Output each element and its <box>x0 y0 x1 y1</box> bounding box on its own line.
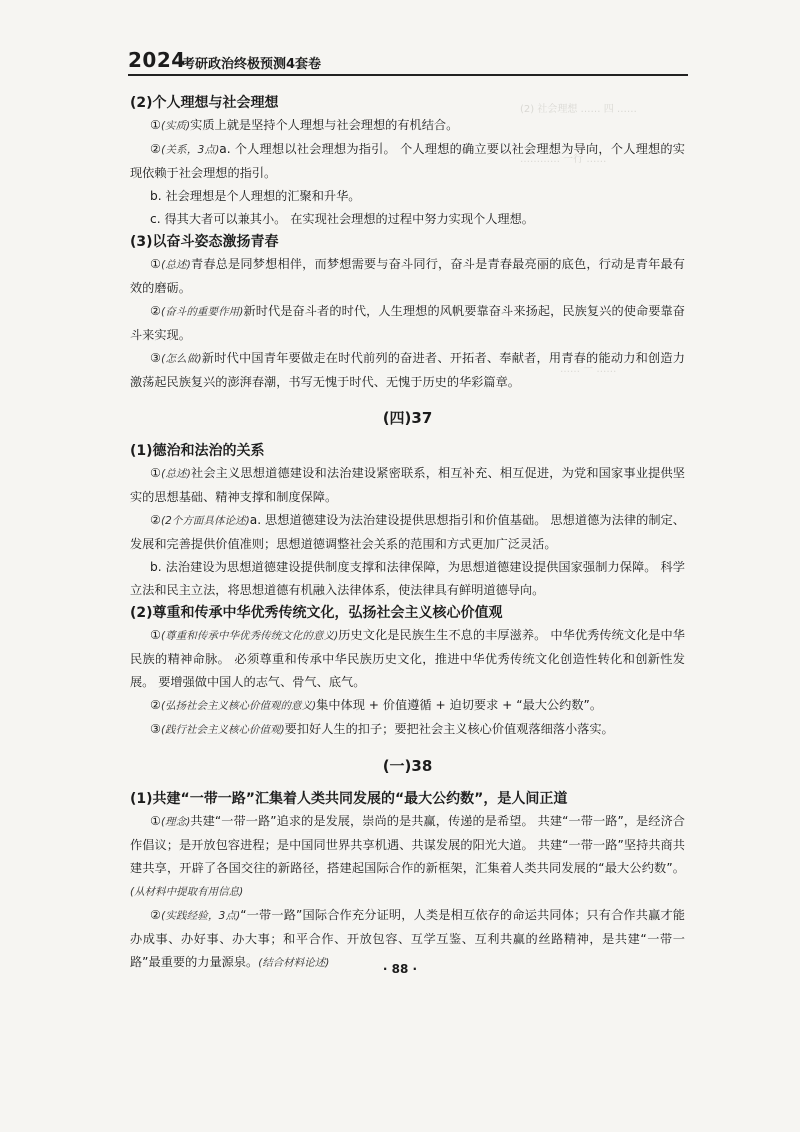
paragraph: ①(总述)青春总是同梦想相伴，而梦想需要与奋斗同行，奋斗是青春最亮丽的底色，行动是青年最有效的磨砺。 <box>130 257 685 295</box>
annotation-note: (奋斗的重要作用) <box>161 306 244 318</box>
heading-belt-and-road: (1)共建“一带一路”汇集着人类共同发展的“最大公约数”，是人间正道 <box>130 791 568 807</box>
heading-traditional-culture: (2)尊重和传承中华优秀传统文化，弘扬社会主义核心价值观 <box>130 605 503 621</box>
paragraph: ①(尊重和传承中华优秀传统文化的意义)历史文化是民族生生不息的丰厚滋养。 中华优秀传统文化是中华民族的精神命脉。 必须尊重和传承中华民族历史文化，推进中华优秀传统文化创造性转化和创新性发展。 要增强做中国人的志气、骨气、底气。 <box>130 628 685 689</box>
annotation-note: (尊重和传承中华优秀传统文化的意义) <box>160 630 339 642</box>
paragraph: ②(2个方面具体论述)a. 思想道德建设为法治建设提供思想指引和价值基础。 思想道德为法律的制定、发展和完善提供价值准则；思想道德调整社会关系的范围和方式更加广泛灵活。 <box>130 513 685 551</box>
bleed-through-text: ………… 一行 …… <box>520 154 607 165</box>
annotation-note: (实质) <box>160 120 191 132</box>
paragraph: ②(实践经验，3点)“一带一路”国际合作充分证明，人类是相互依存的命运共同体；只有合作共赢才能办成事、办好事、办大事；和平合作、开放包容、互学互鉴、互利共赢的丝路精神，是共建“一带一路”最重要的力量源泉。(结合材料论述) <box>130 908 685 969</box>
heading-youth-struggle: (3)以奋斗姿态激扬青春 <box>130 234 279 250</box>
paragraph: ②(弘扬社会主义核心价值观的意义)集中体现 + 价值遵循 + 迫切要求 + “最大公约数”。 <box>150 698 603 712</box>
page-header <box>128 46 688 76</box>
page-number: · 88 · <box>382 962 418 976</box>
annotation-note: (总述) <box>161 468 191 480</box>
paragraph: ③(怎么做)新时代中国青年要做走在时代前列的奋进者、开拓者、奉献者，用青春的能动力和创造力激荡起民族复兴的澎湃春潮，书写无愧于时代、无愧于历史的华彩篇章。 <box>130 351 685 389</box>
annotation-note: (弘扬社会主义核心价值观的意义) <box>160 700 317 712</box>
heading-morality-law: (1)德治和法治的关系 <box>130 443 265 459</box>
page-content <box>130 92 685 975</box>
annotation-note: (2个方面具体论述) <box>160 515 250 527</box>
section-title-four: (四)37 <box>382 409 433 427</box>
annotation-note: (实践经验，3点) <box>161 910 241 922</box>
header-title: 考研政治终极预测4套卷 <box>182 57 322 72</box>
paragraph: ①(理念)共建“一带一路”追求的是发展，崇尚的是共赢，传递的是希望。 共建“一带一路”，是经济合作倡议；是开放包容进程；是中国同世界共享机遇、共谋发展的阳光大道。 共建“一带一路”坚持共商共建共享，开辟了各国交往的新路径，搭建起国际合作的新框架，汇集着人类共同发展的“最大公约数”。(从材料中提取有用信息) <box>130 814 685 898</box>
annotation-note: (关系，3点) <box>161 144 220 156</box>
paragraph: b. 法治建设为思想道德建设提供制度支撑和法律保障，为思想道德建设提供国家强制力保障。 科学立法和民主立法，将思想道德有机融入法律体系，使法律具有鲜明道德导向。 <box>130 560 685 597</box>
paragraph: b. 社会理想是个人理想的汇聚和升华。 <box>150 189 361 203</box>
annotation-note: (结合材料论述) <box>258 957 330 969</box>
bleed-through-text: (2) 社会理想 …… 四 …… <box>520 104 637 115</box>
paragraph: ①(总述)社会主义思想道德建设和法治建设紧密联系，相互补充、相互促进，为党和国家事业提供坚实的思想基础、精神支撑和制度保障。 <box>130 466 685 504</box>
paragraph: ②(关系，3点)a. 个人理想以社会理想为指引。 个人理想的确立要以社会理想为导向，个人理想的实现依赖于社会理想的指引。 <box>130 142 685 180</box>
section-title-one: (一)38 <box>382 757 433 775</box>
paragraph: ①(实质)实质上就是坚持个人理想与社会理想的有机结合。 <box>150 118 459 132</box>
paragraph: c. 得其大者可以兼其小。 在实现社会理想的过程中努力实现个人理想。 <box>150 212 534 226</box>
annotation-note: (理念) <box>160 816 191 828</box>
header-year: 2024 <box>128 48 186 72</box>
annotation-note: (践行社会主义核心价值观) <box>160 724 285 736</box>
bleed-through-text: …… 一 …… <box>560 364 617 375</box>
annotation-note: (从材料中提取有用信息) <box>130 886 244 898</box>
annotation-note: (总述) <box>161 259 191 271</box>
heading-personal-social-ideal: (2)个人理想与社会理想 <box>130 95 279 111</box>
annotation-note: (怎么做) <box>161 353 202 365</box>
paragraph: ③(践行社会主义核心价值观)要扣好人生的扣子；要把社会主义核心价值观落细落小落实。 <box>150 722 614 736</box>
paragraph: ②(奋斗的重要作用)新时代是奋斗者的时代，人生理想的风帆要靠奋斗来扬起，民族复兴的使命要靠奋斗来实现。 <box>130 304 685 342</box>
